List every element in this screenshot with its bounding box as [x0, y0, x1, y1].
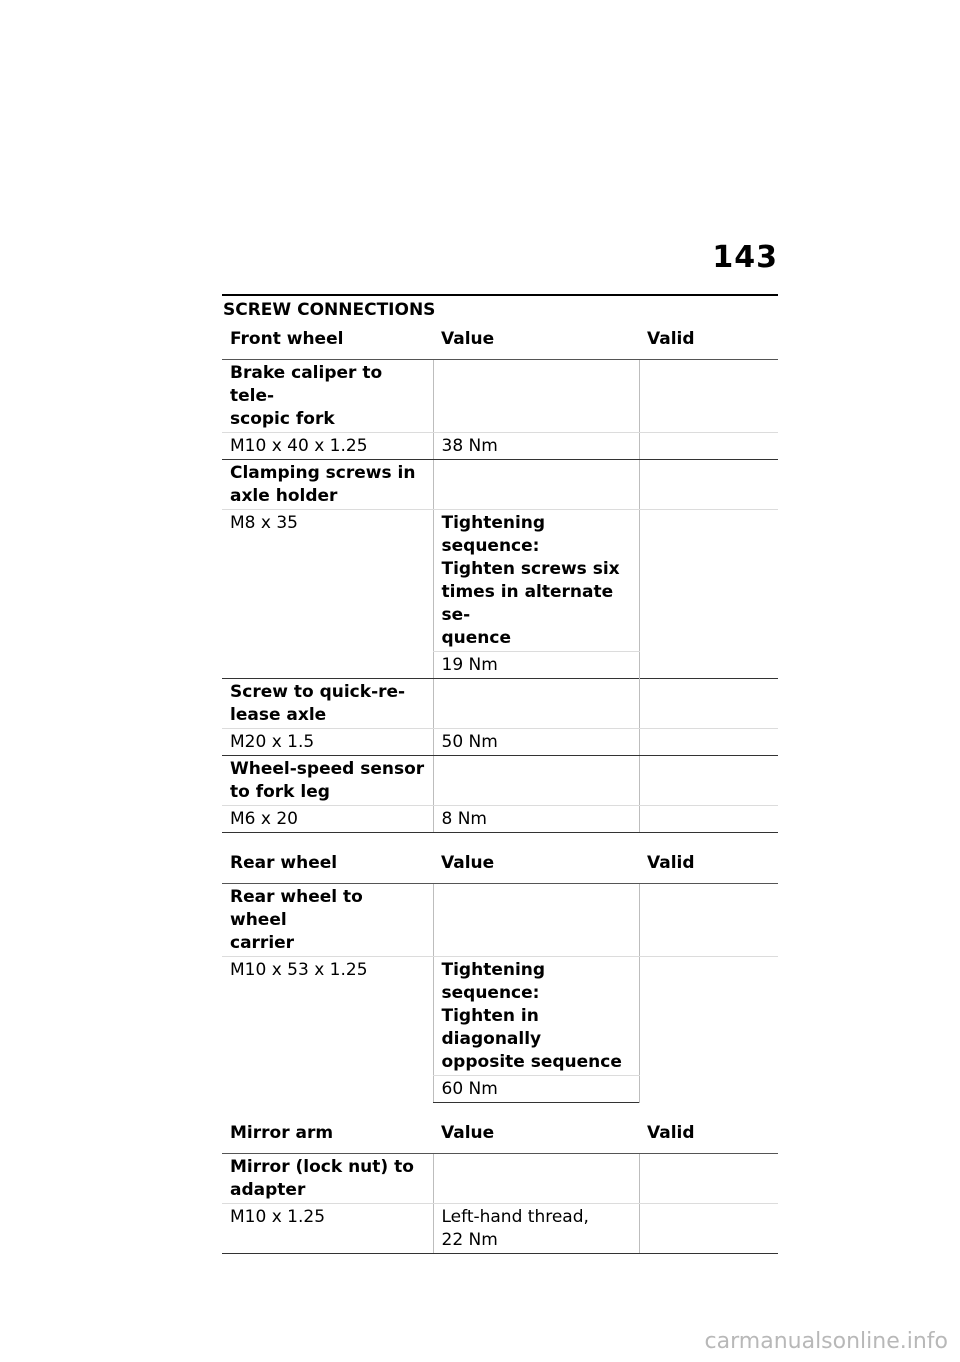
column-header-item: Front wheel	[222, 323, 433, 360]
valid-cell	[639, 460, 778, 510]
item-spec: M6 x 20	[222, 806, 433, 833]
value-cell	[433, 884, 639, 957]
value-cell	[433, 460, 639, 510]
table-row	[222, 729, 778, 756]
front-wheel-table	[222, 323, 778, 833]
column-header-value: Value	[433, 847, 639, 884]
valid-cell	[639, 360, 778, 433]
valid-cell	[639, 1154, 778, 1204]
watermark: carmanualsonline.info	[704, 1329, 948, 1354]
valid-cell	[639, 1204, 778, 1254]
valid-cell	[639, 729, 778, 756]
valid-cell	[639, 756, 778, 806]
item-spec: M20 x 1.5	[222, 729, 433, 756]
section-title: SCREW CONNECTIONS	[223, 300, 436, 320]
valid-cell	[639, 806, 778, 833]
value-cell: Left-hand thread, 22 Nm	[433, 1204, 639, 1254]
tightening-sequence: Tightening sequence: Tighten screws six times in alternate se- quence	[433, 510, 639, 652]
value-cell: 38 Nm	[433, 433, 639, 460]
item-spec: M10 x 40 x 1.25	[222, 433, 433, 460]
item-spec: M10 x 53 x 1.25	[230, 960, 368, 980]
value-cell	[433, 360, 639, 433]
table-row	[222, 510, 778, 652]
table-row	[222, 957, 778, 1076]
column-header-valid: Valid	[639, 323, 778, 360]
page-number: 143	[712, 240, 778, 275]
table-header-row	[222, 323, 778, 360]
valid-cell	[639, 679, 778, 729]
value-cell	[433, 756, 639, 806]
item-name: Brake caliper to tele- scopic fork	[222, 360, 433, 433]
item-name: Clamping screws in axle holder	[222, 460, 433, 510]
value-cell	[433, 1154, 639, 1204]
table-row	[222, 679, 778, 729]
item-spec: M10 x 1.25	[222, 1204, 433, 1254]
table-row	[222, 806, 778, 833]
table-gap	[222, 833, 778, 847]
rear-wheel-table	[222, 847, 778, 1103]
item-name: Rear wheel to wheel carrier	[222, 884, 433, 957]
column-header-item: Mirror arm	[222, 1117, 433, 1154]
value-cell: 19 Nm	[433, 652, 639, 679]
screw-connections-section	[222, 294, 778, 1254]
column-header-valid: Valid	[639, 847, 778, 884]
tightening-sequence: Tightening sequence: Tighten in diagonally opposite sequence	[433, 957, 639, 1076]
mirror-arm-table	[222, 1117, 778, 1254]
table-row	[222, 756, 778, 806]
value-cell: 50 Nm	[433, 729, 639, 756]
table-header-row	[222, 1117, 778, 1154]
value-cell: 8 Nm	[433, 806, 639, 833]
table-row	[222, 884, 778, 957]
valid-cell	[639, 884, 778, 957]
column-header-item: Rear wheel	[222, 847, 433, 884]
table-row	[222, 460, 778, 510]
column-header-value: Value	[433, 1117, 639, 1154]
valid-cell	[639, 510, 778, 679]
column-header-valid: Valid	[639, 1117, 778, 1154]
valid-cell	[639, 957, 778, 1103]
valid-cell	[639, 433, 778, 460]
table-row	[222, 433, 778, 460]
item-name: Screw to quick-re- lease axle	[222, 679, 433, 729]
item-spec: M8 x 35	[230, 513, 298, 533]
table-gap	[222, 1103, 778, 1117]
value-cell	[433, 679, 639, 729]
table-row	[222, 1204, 778, 1254]
table-row	[222, 1154, 778, 1204]
column-header-value: Value	[433, 323, 639, 360]
value-cell: 60 Nm	[433, 1076, 639, 1103]
table-row	[222, 360, 778, 433]
item-name: Wheel-speed sensor to fork leg	[222, 756, 433, 806]
item-name: Mirror (lock nut) to adapter	[222, 1154, 433, 1204]
table-header-row	[222, 847, 778, 884]
